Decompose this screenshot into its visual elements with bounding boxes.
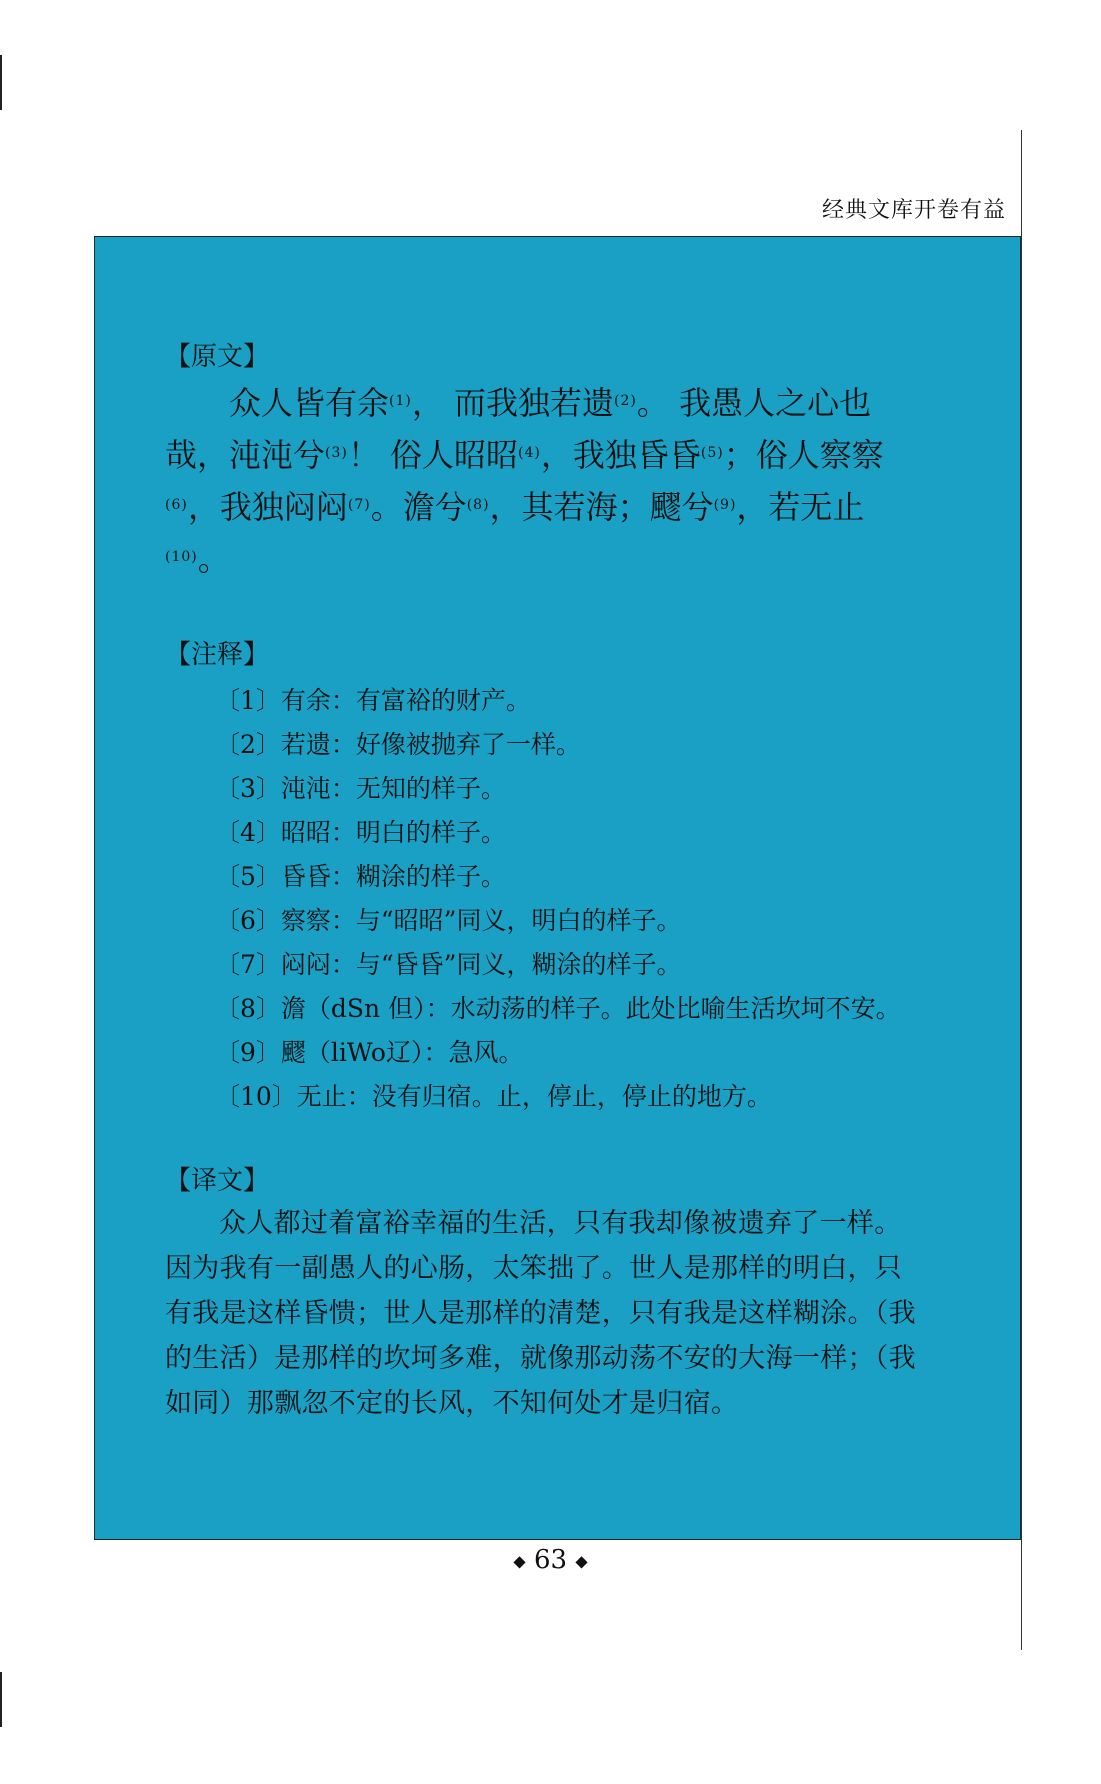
running-header: 经典文库开卷有益 <box>821 198 1006 223</box>
original-segment: ，其若海；飂兮 <box>489 488 714 526</box>
note-ref-marker: (5) <box>700 445 724 461</box>
note-ref-marker: (6) <box>165 497 188 513</box>
original-segment: ，若无止 <box>736 488 865 526</box>
original-segment: 。 我愚人之心也哉，沌沌兮 <box>165 384 872 474</box>
original-segment: ， 而我独若遗 <box>411 384 615 422</box>
note-ref-marker: (8) <box>466 497 490 513</box>
content-body <box>165 337 925 1426</box>
notes-list <box>165 679 925 1119</box>
original-segment: ，我独闷闷 <box>187 488 348 526</box>
note-item: 〔1〕有余：有富裕的财产。 <box>215 686 531 715</box>
original-segment: ，我独昏昏 <box>540 436 701 474</box>
translation-heading: 【译文】 <box>165 1166 270 1196</box>
original-heading: 【原文】 <box>165 342 270 372</box>
original-segment: 众人皆有余 <box>229 384 390 422</box>
page-number: 63 <box>533 1545 568 1575</box>
note-ref-marker: (1) <box>389 393 412 409</box>
note-item: 〔9〕飂（liWo辽）：急风。 <box>215 1038 524 1067</box>
original-segment: 。 <box>197 540 230 578</box>
translation-text: 众人都过着富裕幸福的生活，只有我却像被遗弃了一样。因为我有一副愚人的心肠，太笨拙了。世人是那样的明白，只有我是这样昏愦；世人是那样的清楚，只有我是这样糊涂。（我的生活）是那样的坎坷多难，就像那动荡不安的大海一样；（我如同）那飘忽不定的长风，不知何处才是归宿。 <box>165 1208 916 1419</box>
content-panel <box>94 236 1021 1540</box>
note-item: 〔8〕澹（dSn 但）：水动荡的样子。此处比喻生活坎坷不安。 <box>215 994 901 1023</box>
note-item: 〔5〕昏昏：糊涂的样子。 <box>215 862 506 891</box>
note-ref-marker: (3) <box>325 445 348 461</box>
diamond-icon-left: ◆ <box>513 1551 526 1571</box>
page-spine-line <box>1021 130 1022 1650</box>
original-segment: ！ 俗人昭昭 <box>347 436 519 474</box>
note-item: 〔3〕沌沌：无知的样子。 <box>215 774 506 803</box>
diamond-icon-right: ◆ <box>575 1551 588 1571</box>
crop-mark-top <box>0 55 2 110</box>
note-ref-marker: (4) <box>518 445 541 461</box>
page-footer <box>0 1545 1101 1575</box>
note-item: 〔6〕察察：与“昭昭”同义，明白的样子。 <box>215 906 682 935</box>
note-ref-marker: (10) <box>165 549 198 565</box>
note-ref-marker: (7) <box>347 497 371 513</box>
note-item: 〔4〕昭昭：明白的样子。 <box>215 818 506 847</box>
note-ref-marker: (2) <box>614 393 637 409</box>
note-ref-marker: (9) <box>713 497 737 513</box>
original-segment: 。澹兮 <box>370 488 467 526</box>
crop-mark-bottom <box>0 1672 2 1727</box>
note-item: 〔10〕无止：没有归宿。止，停止，停止的地方。 <box>215 1082 772 1111</box>
note-item: 〔7〕闷闷：与“昏昏”同义，糊涂的样子。 <box>215 950 682 979</box>
note-item: 〔2〕若遗：好像被抛弃了一样。 <box>215 730 581 759</box>
original-text <box>165 377 925 585</box>
original-segment: ；俗人察察 <box>723 436 884 474</box>
notes-heading: 【注释】 <box>165 640 270 670</box>
